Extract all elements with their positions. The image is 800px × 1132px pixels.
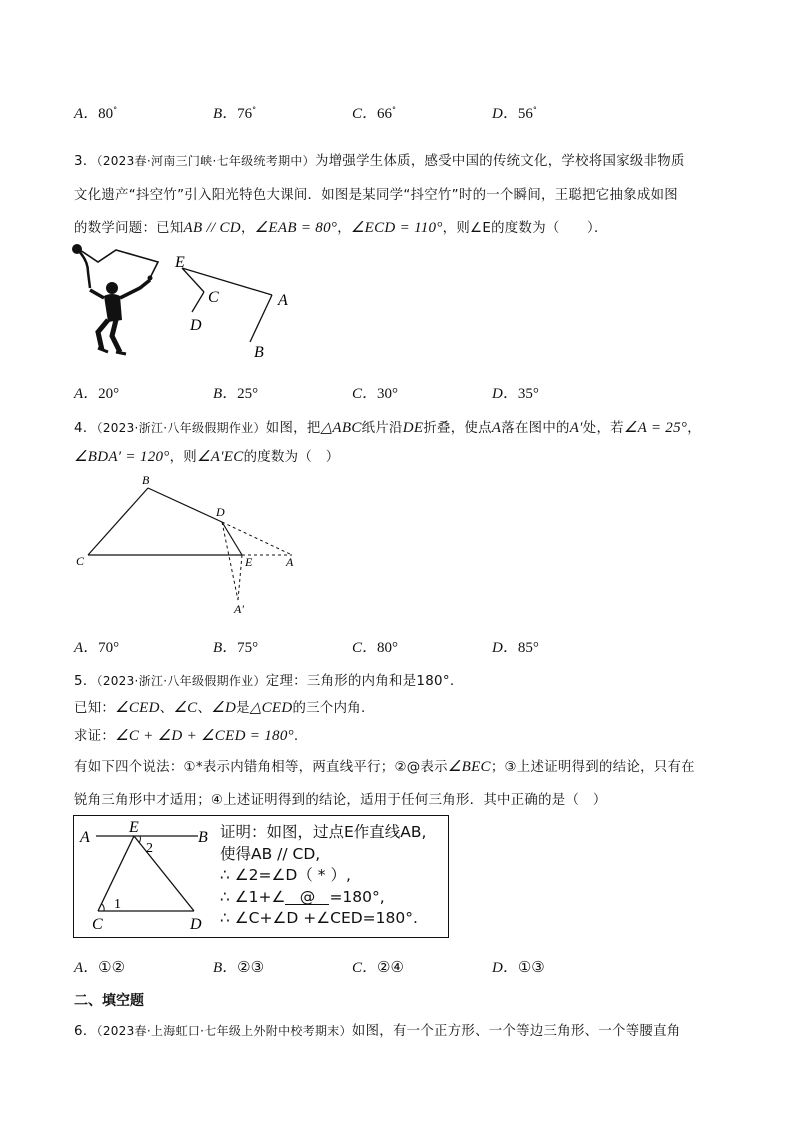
q2-option-b[interactable]: B．76° bbox=[213, 105, 257, 122]
q3-option-c[interactable]: C．30° bbox=[352, 386, 399, 402]
label-e: E bbox=[175, 254, 185, 271]
label-a-prime: A′ bbox=[234, 602, 244, 616]
q5-option-d[interactable]: D．①③ bbox=[492, 960, 545, 976]
question-number: 5． bbox=[74, 674, 97, 689]
label-angle-1: 1 bbox=[114, 897, 121, 912]
question-source: （2023·浙江·八年级假期作业） bbox=[96, 674, 266, 688]
q4-fold-figure bbox=[70, 470, 310, 620]
label-a: A bbox=[278, 292, 288, 309]
proof-text: 证明：如图，过点E作直线AB, 使得AB // CD, ∴ ∠2=∠D（ * ）, ∴ ∠1+∠ @ =180°, ∴ ∠C+∠D +∠CED=180°. bbox=[220, 823, 427, 927]
label-d: D bbox=[190, 317, 202, 334]
q2-option-c[interactable]: C．66° bbox=[352, 105, 397, 122]
q3-line-1: 3．（2023春·河南三门峡·七年级统考期中）为增强学生体质，感受中国的传统文化，学校将国家级非物质 bbox=[74, 154, 685, 169]
label-c: C bbox=[92, 916, 103, 933]
q3-line-3: 的数学问题：已知AB // CD，∠EAB = 80°，∠ECD = 110°，则∠E的度数为（ ）． bbox=[74, 220, 608, 236]
label-e: E bbox=[245, 555, 253, 569]
label-d: D bbox=[216, 505, 225, 519]
q3-option-b[interactable]: B．25° bbox=[213, 386, 259, 402]
q2-option-a[interactable]: A．80° bbox=[74, 105, 118, 122]
label-b: B bbox=[142, 473, 150, 487]
question-number: 3． bbox=[74, 154, 97, 169]
q3-geometry-figure bbox=[170, 250, 300, 362]
question-source: （2023·浙江·八年级假期作业） bbox=[96, 421, 266, 435]
q5-statements-1: 有如下四个说法：①*表示内错角相等，两直线平行；②@表示∠BEC；③上述证明得到的结论，只有在 bbox=[74, 759, 695, 775]
question-source: （2023春·上海虹口·七年级上外附中校考期末） bbox=[96, 1024, 352, 1038]
label-b: B bbox=[254, 344, 264, 361]
q4-option-b[interactable]: B．75° bbox=[213, 640, 259, 656]
q5-prove: 求证：∠C + ∠D + ∠CED = 180°. bbox=[74, 728, 299, 744]
q3-option-a[interactable]: A．20° bbox=[74, 386, 120, 402]
label-a: A bbox=[80, 829, 90, 846]
label-b: B bbox=[198, 829, 208, 846]
label-c: C bbox=[208, 289, 219, 306]
label-d: D bbox=[190, 916, 202, 933]
question-source: （2023春·河南三门峡·七年级统考期中） bbox=[96, 154, 315, 168]
q5-option-c[interactable]: C．②④ bbox=[352, 960, 404, 976]
question-number: 4． bbox=[74, 421, 97, 436]
label-e: E bbox=[129, 819, 139, 836]
q3-option-d[interactable]: D．35° bbox=[492, 386, 539, 402]
label-angle-2: 2 bbox=[146, 841, 153, 856]
label-c: C bbox=[76, 554, 85, 568]
diabolo-player-image bbox=[68, 240, 168, 362]
section-heading: 二、填空题 bbox=[74, 993, 144, 1009]
q5-statements-2: 锐角三角形中才适用；④上述证明得到的结论，适用于任何三角形．其中正确的是（ ） bbox=[74, 793, 607, 808]
q4-option-d[interactable]: D．85° bbox=[492, 640, 539, 656]
q4-line-2: ∠BDA′ = 120°，则∠A′EC的度数为（ ） bbox=[74, 449, 340, 465]
q6-line-1: 6．（2023春·上海虹口·七年级上外附中校考期末）如图，有一个正方形、一个等边三角形、一个等腰直角 bbox=[74, 1024, 681, 1039]
label-a: A bbox=[286, 555, 294, 569]
q5-option-a[interactable]: A．①② bbox=[74, 960, 126, 976]
question-number: 6． bbox=[74, 1024, 97, 1039]
q5-option-b[interactable]: B．②③ bbox=[213, 960, 265, 976]
q5-triangle-figure bbox=[74, 816, 214, 936]
q2-option-d[interactable]: D．56° bbox=[492, 105, 537, 122]
blank-at: @ bbox=[285, 890, 329, 905]
q4-option-c[interactable]: C．80° bbox=[352, 640, 399, 656]
q5-line-1: 5．（2023·浙江·八年级假期作业）定理：三角形的内角和是180°. bbox=[74, 674, 455, 689]
q3-line-2: 文化遗产“抖空竹”引入阳光特色大课间．如图是某同学“抖空竹”时的一个瞬间，王聪把它抽象成如图 bbox=[74, 188, 678, 203]
q4-line-1: 4．（2023·浙江·八年级假期作业）如图，把△ABC纸片沿DE折叠，使点A落在图中的A′处，若∠A = 25°， bbox=[74, 420, 701, 436]
q5-known: 已知：∠CED、∠C、∠D是△CED的三个内角. bbox=[74, 700, 366, 716]
q4-option-a[interactable]: A．70° bbox=[74, 640, 120, 656]
proof-box bbox=[73, 815, 449, 938]
